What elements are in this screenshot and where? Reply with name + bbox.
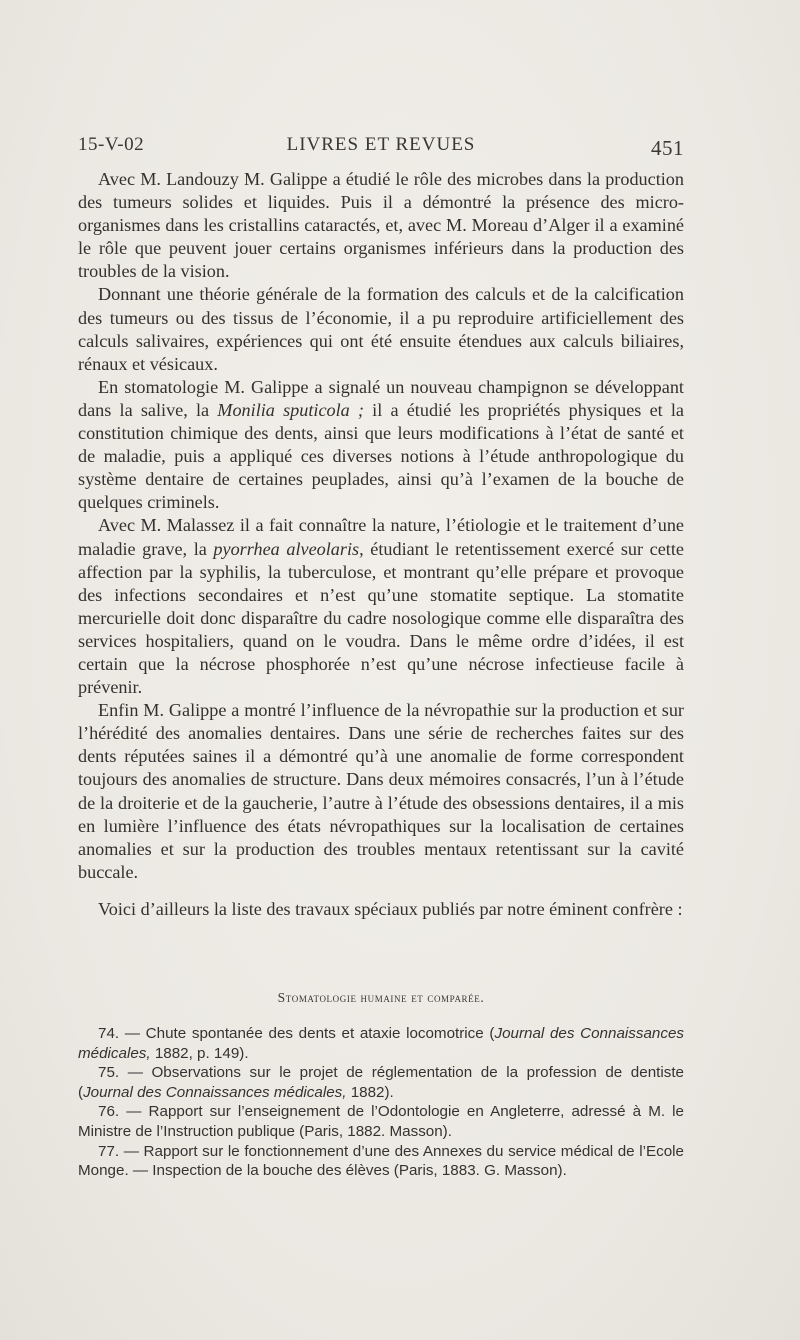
bibliography-list <box>78 1024 684 1181</box>
paragraph-3 <box>78 376 684 515</box>
paragraph-4-italic: pyorrhea alveolaris, <box>213 538 364 559</box>
paragraph-4 <box>78 514 684 699</box>
running-header <box>78 128 684 158</box>
paragraph-6: Voici d’ailleurs la liste des travaux spéciaux publiés par notre éminent confrère : <box>98 898 683 919</box>
bibliography-entry-75 <box>78 1063 684 1102</box>
entry-76-text: 76. — Rapport sur l’enseignement de l’Odontologie en Angleterre, adressé à M. le Ministre de l’Instruction publique (Paris, 1882. Masson). <box>78 1103 684 1140</box>
entry-74-text-b: 1882, p. 149). <box>150 1044 249 1062</box>
header-section-title: LIVRES ET REVUES <box>286 134 476 155</box>
bibliography-entry-76 <box>78 1102 684 1141</box>
page-number: 451 <box>651 136 684 160</box>
entry-75-italic: Journal des Connaissances médicales, <box>83 1083 347 1101</box>
entry-77-text: 77. — Rapport sur le fonctionnement d’une des Annexes du service médical de l’Ecole Monge. — Inspection de la bouche des élèves (Paris, 1883. G. Masson). <box>78 1142 684 1180</box>
entry-75-text-b: 1882). <box>346 1083 394 1101</box>
paragraph-2: Donnant une théorie générale de la formation des calculs et de la calcification des tumeurs ou des tissus de l’économie, il a pu reproduire artificiellement des calculs salivaires, expériences qui ont été ensuite étendues aux calculs biliaires, rénaux et vésicaux. <box>78 284 684 374</box>
body-text <box>78 168 684 921</box>
paragraph-4-text-b: étudiant le retentissement exercé sur cette affection par la syphilis, la tuberculose, et montrant qu’elle prépare et provoque des infections secondaires et n’est qu’une stomatite septique. La stomatite mercurielle doit donc disparaître du cadre nosologique comme elle disparaîtra des services hospitaliers, quand on le voudra. Dans le même ordre d’idées, il est certain que la nécrose phosphorée n’est qu’une nécrose infectieuse facile à prévenir. <box>78 538 684 698</box>
bibliography-entry-77 <box>78 1142 684 1181</box>
entry-74-italic: Journal des Connaissances médicales, <box>78 1025 684 1062</box>
paragraph-5: Enfin M. Galippe a montré l’influence de la névropathie sur la production et sur l’hérédité des anomalies dentaires. Dans une série de recherches faites sur des dents réputées saines il a démontré qu’à une anomalie de forme correspondent toujours des anomalies de structure. Dans deux mémoires consacrés, l’un à l’étude de la droiterie et de la gaucherie, l’autre à l’étude des obsessions dentaires, il a mis en lumière l’influence des états névropathiques sur la localisation de certaines anomalies et sur la production des troubles mentaux retentissant sur la cavité buccale. <box>78 700 684 882</box>
paragraph-3-text-b: il a étudié les propriétés physiques et la constitution chimique des dents, ainsi que leurs modifications à l’état de santé et de maladie, puis a appliqué ces diverses notions à l’étude anthropologique du système dentaire de certaines peuplades, ainsi qu’à l’examen de la bouche de quelques criminels. <box>78 399 685 513</box>
paragraph-4-text-a: Avec M. Malassez il a fait connaître la nature, l’étiologie et le traitement d’une maladie grave, la <box>78 515 684 559</box>
section-heading: Stomatologie humaine et comparée. <box>277 990 485 1005</box>
paragraph-3-italic: Monilia sputicola ; <box>217 399 364 420</box>
paragraph-3-text-a: En stomatologie M. Galippe a signalé un nouveau champignon se développant dans la salive, la <box>78 376 684 420</box>
entry-75-text-a: 75. — Observations sur le projet de réglementation de la profession de dentiste ( <box>78 1064 684 1101</box>
entry-74-text-a: 74. — Chute spontanée des dents et ataxie locomotrice ( <box>98 1025 495 1042</box>
header-date: 15-V-02 <box>78 134 145 155</box>
bibliography-entry-74 <box>78 1024 684 1063</box>
paragraph-1: Avec M. Landouzy M. Galippe a étudié le rôle des microbes dans la production des tumeurs solides et liquides. Puis il a démontré la présence des micro-organismes dans les cristallins cataractés, et, avec M. Moreau d’Alger il a examiné le rôle que peuvent jouer certains organismes inférieurs dans la production des troubles de la vision. <box>78 169 684 282</box>
